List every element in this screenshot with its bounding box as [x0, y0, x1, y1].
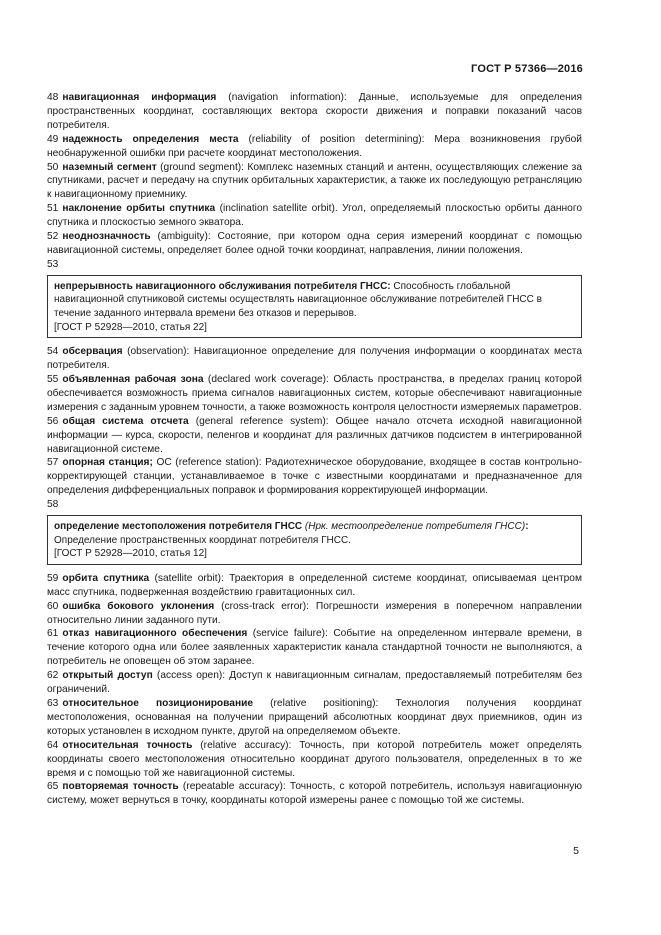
term-entry	[47, 669, 582, 697]
box-alt-term: (Нрк. местоопределение потребителя ГНСС)	[302, 521, 526, 533]
entry-number: 51	[47, 203, 59, 215]
entry-definition: (access open): Доступ к навигационным сигналам, предоставляемый потребителям без ограничений.	[47, 670, 582, 696]
entry-definition: (relative positioning): Технология получения координат местоположения, основанная на получении приращений абсолютных координат двух приемников, один из которых установлен в исходном пункте, другой на определяемом объекте.	[47, 697, 582, 737]
entry-number: 50	[47, 161, 59, 173]
entry-term: наклонение орбиты спутника	[62, 203, 216, 215]
entry-term: относительное позиционирование	[62, 697, 254, 709]
entry-definition: ОС (reference station): Радиотехническое оборудование, входящее в состав контрольно-корректирующей станции, устанавливаемое в точке с известными координатами и предназначенное для определения дифференциальных поправок и формирования корректирующей информации.	[47, 457, 582, 497]
entry-number: 52	[47, 231, 59, 243]
entry-number: 57	[47, 457, 59, 469]
term-entry	[47, 456, 582, 498]
box-term: определение местоположения потребителя ГНСС	[54, 521, 303, 533]
entry-number: 49	[47, 133, 59, 145]
entry-definition: (relative accuracy): Точность, при которой потребитель может определять координаты своего местоположения относительно координат другого пользователя, определенных в то же время и с помощью той же навигационной системы.	[47, 739, 582, 779]
term-entry	[47, 739, 582, 781]
term-entry	[47, 415, 582, 457]
box-definition: Определение пространственных координат потребителя ГНСС.	[54, 534, 351, 546]
entry-definition: (navigation information): Данные, используемые для определения пространственных координат, составляющих вектора скорости движения и поправки показаний часов потребителя.	[47, 92, 582, 131]
entry-number-53: 53	[47, 258, 59, 270]
entry-definition: (ambiguity): Состояние, при котором одна серия измерений координат с помощью навигационной системы, определяет более одной точки координат, направления, линии положения.	[47, 231, 582, 256]
term-entry	[47, 627, 582, 669]
entry-definition: (declared work coverage): Область пространства, в пределах границ которой обеспечивается возможность приема сигналов навигационных систем, которые обеспечивают навигационные измерения с заданным уровнем точности, а также возможность контроля целостности измеряемых параметров.	[47, 373, 582, 413]
entry-number: 64	[47, 739, 59, 751]
document-standard-number: ГОСТ Р 57366—2016	[471, 63, 583, 75]
entry-term: опорная станция;	[62, 457, 153, 469]
term-entry	[47, 572, 582, 600]
document-body	[47, 91, 582, 808]
entry-number: 65	[47, 781, 59, 793]
entry-number: 56	[47, 415, 59, 427]
term-entry	[47, 230, 582, 258]
entry-term: обсервация	[62, 346, 123, 358]
entry-definition: (cross-track error): Погрешности измерения в поперечном направлении относительно линии заданного пути.	[47, 600, 582, 626]
entry-term: отказ навигационного обеспечения	[62, 628, 248, 640]
term-entry	[47, 600, 582, 628]
page-number: 5	[573, 845, 579, 857]
entry-term: повторяемая точность	[62, 781, 179, 793]
entry-term: объявленная рабочая зона	[62, 373, 204, 385]
entry-definition: (service failure): Событие на определенном интервале времени, в течение которого одна или более заявленных характеристик канала стандартной точности не выполняются, а потребитель не оповещен об этом заранее.	[47, 628, 583, 668]
entry-number: 61	[47, 628, 59, 640]
box-term: непрерывность навигационного обслуживания потребителя ГНСС:	[54, 280, 391, 292]
entries-group-a	[47, 91, 582, 258]
entry-term: надежность определения места	[62, 133, 239, 145]
entry-term: неоднозначность	[62, 231, 151, 243]
term-entry	[47, 91, 582, 133]
term-entry	[47, 133, 582, 161]
entry-number: 60	[47, 600, 59, 612]
term-entry	[47, 697, 582, 739]
entry-number: 55	[47, 373, 59, 385]
entry-definition: (satellite orbit): Траектория в определенной системе координат, описываемая центром масс спутника, подверженная воздействию гравитационных сил.	[47, 572, 582, 598]
entry-definition: (ground segment): Комплекс наземных станций и антенн, осуществляющих слежение за спутниками, расчет и передачу на спутник орбитальных характеристик, а также их последующую ретрансляцию к навигационному приемнику.	[47, 161, 583, 201]
entry-number: 59	[47, 572, 59, 584]
entry-term: наземный сегмент	[62, 161, 157, 173]
box-definition: Способность глобальной навигационной спутниковой системы осуществлять навигационное обслуживание потребителей ГНСС в течение заданного интервала времени без отказов и перерывов.	[54, 280, 542, 319]
entry-number-58: 58	[47, 499, 59, 511]
box-reference: [ГОСТ Р 52928—2010, статья 22]	[54, 321, 207, 333]
reference-box-58	[47, 515, 582, 565]
entry-definition: (inclination satellite orbit). Угол, определяемый плоскостью орбиты данного спутника и плоскостью земного экватора.	[47, 203, 582, 229]
term-entry	[47, 202, 582, 230]
entry-term: относительная точность	[62, 739, 193, 751]
entries-group-b	[47, 345, 582, 498]
entry-definition: (general reference system): Общее начало отсчета исходной навигационной информации — курса, скорости, пеленгов и координат для различных датчиков подсистем в интегрированной навигационной системе.	[47, 415, 582, 455]
term-entry	[47, 780, 582, 808]
reference-box-53	[47, 275, 582, 338]
entry-term: ошибка бокового уклонения	[62, 600, 215, 612]
entry-term: открытый доступ	[62, 670, 153, 682]
entry-definition: (observation): Навигационное определение для получения информации о координатах места потребителя.	[47, 346, 582, 372]
term-entry	[47, 161, 582, 203]
term-entry	[47, 373, 582, 415]
term-entry	[47, 345, 582, 373]
entries-group-c	[47, 572, 582, 808]
entry-definition: (repeatable accuracy): Точность, с которой потребитель, используя навигационную систему, может вернуться в точку, координаты которой измерены ранее с помощью той же системы.	[47, 781, 582, 807]
entry-definition: (reliability of position determining): Мера возникновения грубой необнаруженной ошибки при расчете координат местоположения.	[47, 133, 582, 159]
box-reference: [ГОСТ Р 52928—2010, статья 12]	[54, 548, 207, 560]
entry-term: общая система отсчета	[62, 415, 189, 427]
entry-term: орбита спутника	[62, 572, 150, 584]
box-term-colon: :	[525, 521, 529, 533]
entry-number: 48	[47, 92, 59, 103]
entry-number: 62	[47, 670, 59, 682]
entry-number: 54	[47, 346, 59, 358]
entry-term: навигационная информация	[62, 92, 217, 103]
entry-number: 63	[47, 697, 59, 709]
